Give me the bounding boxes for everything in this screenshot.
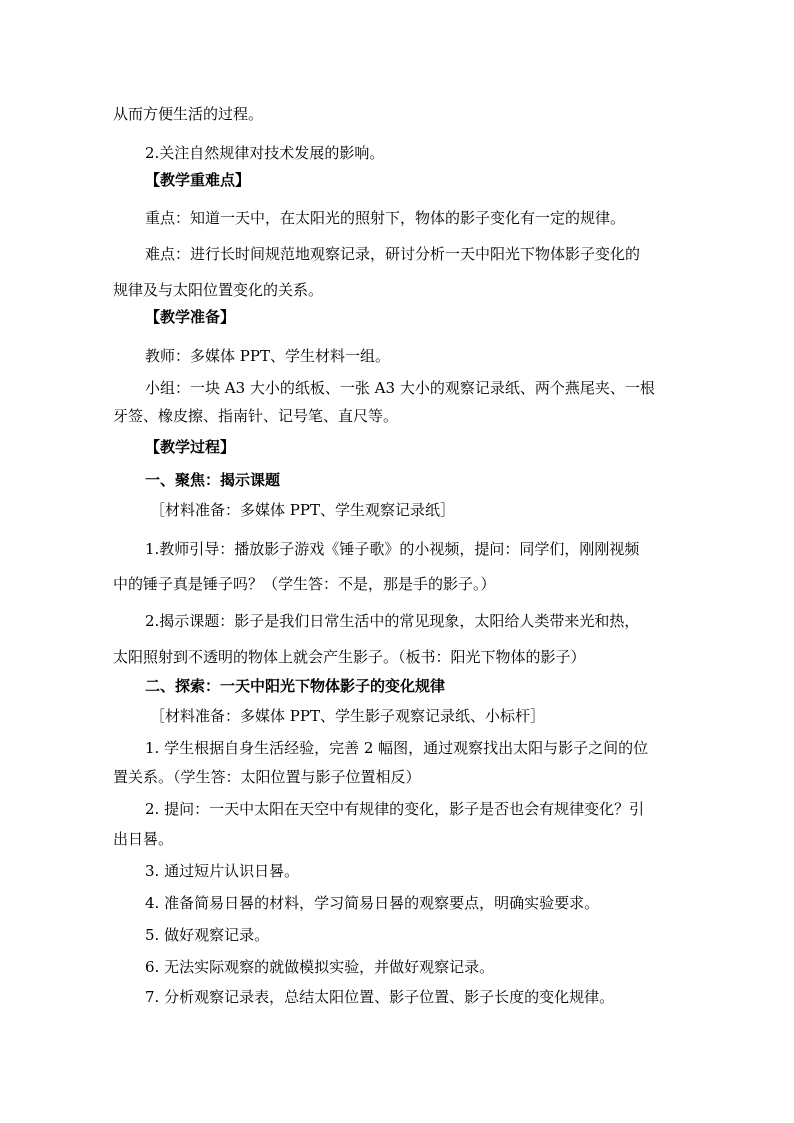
step-line: 4. 准备简易日晷的材料，学习简易日晷的观察要点，明确实验要求。 xyxy=(145,894,600,912)
difficulty-line: 难点：进行长时间规范地观察记录，研讨分析一天中阳光下物体影子变化的 xyxy=(145,245,641,263)
step-line-cont: 出日晷。 xyxy=(113,830,174,848)
key-point-line: 重点：知道一天中，在太阳光的照射下，物体的影子变化有一定的规律。 xyxy=(145,209,626,227)
step-line: 2. 提问：一天中太阳在天空中有规律的变化，影子是否也会有规律变化？引 xyxy=(145,800,645,818)
step-line: 1. 学生根据自身生活经验，完善 2 幅图，通过观察找出太阳与影子之间的位 xyxy=(145,739,649,757)
teacher-materials: 教师：多媒体 PPT、学生材料一组。 xyxy=(145,347,390,365)
paragraph-line: 从而方便生活的过程。 xyxy=(113,105,264,123)
section-heading-key-points: 【教学重难点】 xyxy=(145,171,251,189)
subsection-heading-explore: 二、探索：一天中阳光下物体影子的变化规律 xyxy=(145,677,446,695)
section-heading-preparation: 【教学准备】 xyxy=(145,308,236,326)
step-line-cont: 太阳照射到不透明的物体上就会产生影子。（板书：阳光下物体的影子） xyxy=(113,648,586,666)
group-materials: 小组：一块 A3 大小的纸板、一张 A3 大小的观察记录纸、两个燕尾夹、一根 xyxy=(145,379,655,397)
step-line: 7. 分析观察记录表，总结太阳位置、影子位置、影子长度的变化规律。 xyxy=(145,988,615,1006)
step-line: 6. 无法实际观察的就做模拟实验，并做好观察记录。 xyxy=(145,958,495,976)
step-line: 1.教师引导：播放影子游戏《锤子歌》的小视频，提问：同学们，刚刚视频 xyxy=(145,540,640,558)
group-materials-cont: 牙签、橡皮擦、指南针、记号笔、直尺等。 xyxy=(113,407,399,425)
section-heading-process: 【教学过程】 xyxy=(145,438,236,456)
objective-item: 2.关注自然规律对技术发展的影响。 xyxy=(145,144,385,162)
difficulty-line-cont: 规律及与太阳位置变化的关系。 xyxy=(113,281,324,299)
step-line-cont: 置关系。（学生答：太阳位置与影子位置相反） xyxy=(113,768,421,786)
step-line: 2.揭示课题：影子是我们日常生活中的常见现象，太阳给人类带来光和热， xyxy=(145,612,640,630)
step-line: 5. 做好观察记录。 xyxy=(145,926,270,944)
materials-note: ［材料准备：多媒体 PPT、学生影子观察记录纸、小标杆］ xyxy=(150,707,545,725)
step-line-cont: 中的锤子真是锤子吗？（学生答：不是，那是手的影子。） xyxy=(113,575,496,593)
step-line: 3. 通过短片认识日晷。 xyxy=(145,862,300,880)
subsection-heading-focus: 一、聚焦：揭示课题 xyxy=(145,471,281,489)
materials-note: ［材料准备：多媒体 PPT、学生观察记录纸］ xyxy=(150,501,455,519)
